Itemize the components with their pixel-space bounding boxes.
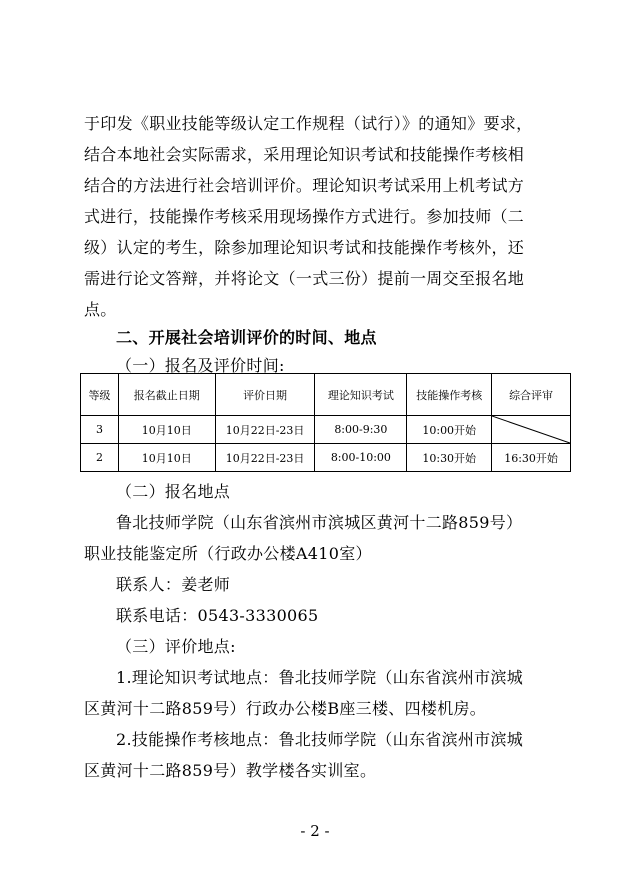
intro-paragraph bbox=[84, 108, 550, 325]
contact-phone: 联系电话：0543-3330065 bbox=[116, 606, 319, 625]
diagonal-line-icon bbox=[492, 416, 570, 443]
section2-header bbox=[84, 322, 550, 379]
intro-line: 级）认定的考生，除参加理论知识考试和技能操作考核外，还 bbox=[84, 238, 525, 257]
table-header-cell: 等级 bbox=[81, 374, 119, 416]
table-header-row bbox=[81, 374, 571, 416]
table-cell: 16:30开始 bbox=[492, 444, 571, 472]
intro-line: 结合的方法进行社会培训评价。理论知识考试采用上机考试方 bbox=[84, 176, 525, 195]
address-line: 职业技能鉴定所（行政办公楼A410室） bbox=[84, 544, 372, 563]
section-heading: 二、开展社会培训评价的时间、地点 bbox=[116, 328, 377, 347]
table-cell: 8:00-10:00 bbox=[315, 444, 407, 472]
table-cell: 10月10日 bbox=[118, 444, 215, 472]
table-cell: 2 bbox=[81, 444, 119, 472]
table-cell: 10:00开始 bbox=[407, 416, 492, 444]
table-header-cell: 技能操作考核 bbox=[407, 374, 492, 416]
table-cell: 3 bbox=[81, 416, 119, 444]
venue-line: 2.技能操作考核地点：鲁北技师学院（山东省滨州市滨城 bbox=[116, 730, 524, 749]
address-line: 鲁北技师学院（山东省滨州市滨城区黄河十二路859号） bbox=[116, 513, 523, 532]
table-header-cell: 报名截止日期 bbox=[118, 374, 215, 416]
table-cell: 10月10日 bbox=[118, 416, 215, 444]
table-header-cell: 理论知识考试 bbox=[315, 374, 407, 416]
table-header-cell: 综合评审 bbox=[492, 374, 571, 416]
intro-line: 于印发《职业技能等级认定工作规程（试行）》的通知》要求， bbox=[84, 114, 533, 133]
table-cell: 8:00-9:30 bbox=[315, 416, 407, 444]
table-cell-empty-diagonal bbox=[492, 416, 571, 444]
table-cell: 10月22日-23日 bbox=[215, 416, 315, 444]
table-row bbox=[81, 444, 571, 472]
subsection-heading: （二）报名地点 bbox=[116, 482, 231, 501]
table-cell: 10月22日-23日 bbox=[215, 444, 315, 472]
subsection-heading: （三）评价地点: bbox=[116, 637, 236, 656]
venue-line: 区黄河十二路859号）教学楼各实训室。 bbox=[84, 761, 377, 780]
table-header-cell: 评价日期 bbox=[215, 374, 315, 416]
intro-line: 需进行论文答辩，并将论文（一式三份）提前一周交至报名地 bbox=[84, 269, 525, 288]
section2-body bbox=[84, 476, 550, 786]
table-row bbox=[81, 416, 571, 444]
page-number: - 2 - bbox=[300, 822, 330, 840]
subsection-heading: （一）报名及评价时间: bbox=[116, 356, 285, 375]
table-cell: 10:30开始 bbox=[407, 444, 492, 472]
venue-line: 1.理论知识考试地点：鲁北技师学院（山东省滨州市滨城 bbox=[116, 668, 524, 687]
contact-person: 联系人：姜老师 bbox=[116, 575, 231, 594]
schedule-table bbox=[80, 373, 571, 472]
venue-line: 区黄河十二路859号）行政办公楼B座三楼、四楼机房。 bbox=[84, 699, 487, 718]
intro-line: 式进行，技能操作考核采用现场操作方式进行。参加技师（二 bbox=[84, 207, 525, 226]
intro-line: 结合本地社会实际需求，采用理论知识考试和技能操作考核相 bbox=[84, 145, 525, 164]
intro-line: 点。 bbox=[84, 300, 117, 319]
